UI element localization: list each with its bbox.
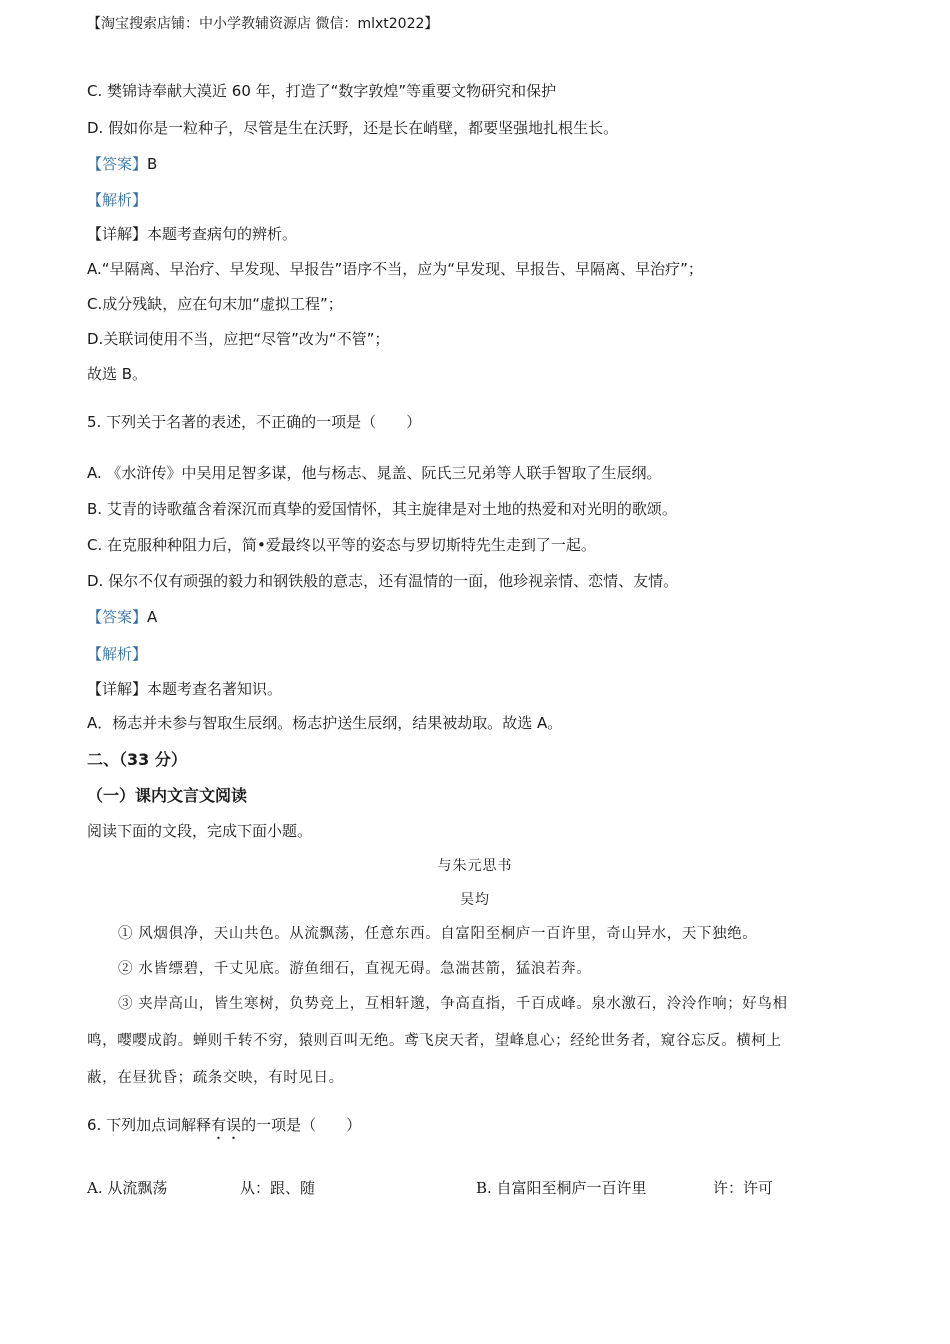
q5-answer	[87, 607, 157, 627]
section-subheading: （一）课内文言文阅读	[87, 786, 248, 805]
answer-value: B	[147, 155, 158, 173]
q6-stem	[87, 1115, 361, 1143]
q6-option-b-label: B. 自富阳至桐庐一百许里	[476, 1179, 647, 1197]
section-heading: 二、（33 分）	[87, 750, 187, 769]
q4-answer	[87, 154, 157, 174]
answer-tag: 【答案】	[87, 608, 148, 626]
q4-explain-d: D.关联词使用不当，应把“尽管”改为“不管”；	[87, 330, 390, 348]
q4-analysis-tag: 【解析】	[87, 191, 148, 209]
q5-explain: A．杨志并未参与智取生辰纲。杨志护送生辰纲，结果被劫取。故选 A。	[87, 714, 563, 732]
q4-explain-c: C.成分残缺，应在句末加“虚拟工程”；	[87, 295, 343, 313]
q6-option-a-gloss: 从：跟、随	[240, 1179, 316, 1197]
passage-paragraph-3-line-2: 鸣，嘤嘤成韵。蝉则千转不穷，猿则百叫无绝。鸢飞戾天者，望峰息心；经纶世务者，窥谷忘反。横柯上	[87, 1033, 782, 1049]
q4-detail: 【详解】本题考查病句的辨析。	[87, 225, 298, 243]
q5-detail: 【详解】本题考查名著知识。	[87, 680, 283, 698]
q6-stem-suffix: 的一项是（ ）	[241, 1116, 362, 1134]
passage-title: 与朱元思书	[437, 858, 513, 874]
passage-author: 吴均	[460, 892, 490, 908]
header-watermark: 【淘宝搜索店铺：中小学教辅资源店 微信：mlxt2022】	[87, 16, 439, 32]
passage-paragraph-1: ① 风烟俱净，天山共色。从流飘荡，任意东西。自富阳至桐庐一百许里，奇山异水，天下独绝。	[118, 926, 758, 942]
q5-option-b: B. 艾青的诗歌蕴含着深沉而真挚的爱国情怀，其主旋律是对土地的热爱和对光明的歌颂。	[87, 500, 677, 518]
answer-value: A	[147, 608, 158, 626]
q4-option-d: D. 假如你是一粒种子，尽管是生在沃野，还是长在峭壁，都要坚强地扎根生长。	[87, 119, 619, 137]
answer-tag: 【答案】	[87, 155, 148, 173]
passage-paragraph-3-line-1: ③ 夹岸高山，皆生寒树，负势竞上，互相轩邈，争高直指，千百成峰。泉水激石，泠泠作响；好鸟相	[118, 996, 788, 1012]
q5-analysis-tag: 【解析】	[87, 645, 148, 663]
q4-option-c: C. 樊锦诗奉献大漠近 60 年，打造了“数字敦煌”等重要文物研究和保护	[87, 82, 557, 100]
passage-paragraph-2: ② 水皆缥碧，千丈见底。游鱼细石，直视无碍。急湍甚箭，猛浪若奔。	[118, 961, 592, 977]
q6-stem-emphasis: 有误	[211, 1116, 242, 1134]
passage-paragraph-3-line-3: 蔽，在昼犹昏；疏条交映，有时见日。	[87, 1070, 344, 1086]
q5-option-a: A. 《水浒传》中吴用足智多谋，他与杨志、晁盖、阮氏三兄弟等人联手智取了生辰纲。	[87, 464, 662, 482]
q4-conclusion: 故选 B。	[87, 365, 148, 383]
q5-option-d: D. 保尔不仅有顽强的毅力和钢铁般的意志，还有温情的一面，他珍视亲情、恋情、友情。	[87, 572, 679, 590]
q5-stem: 5. 下列关于名著的表述，不正确的一项是（ ）	[87, 413, 422, 431]
q6-stem-prefix: 6. 下列加点词解释	[87, 1116, 212, 1134]
section-instruction: 阅读下面的文段，完成下面小题。	[87, 822, 313, 840]
q6-option-a-label: A. 从流飘荡	[87, 1179, 168, 1197]
q5-option-c: C. 在克服种种阻力后，简•爱最终以平等的姿态与罗切斯特先生走到了一起。	[87, 536, 596, 554]
q4-explain-a: A.“早隔离、早治疗、早发现、早报告”语序不当，应为“早发现、早报告、早隔离、早治疗”；	[87, 260, 703, 278]
q6-option-b-gloss: 许：许可	[713, 1179, 774, 1197]
